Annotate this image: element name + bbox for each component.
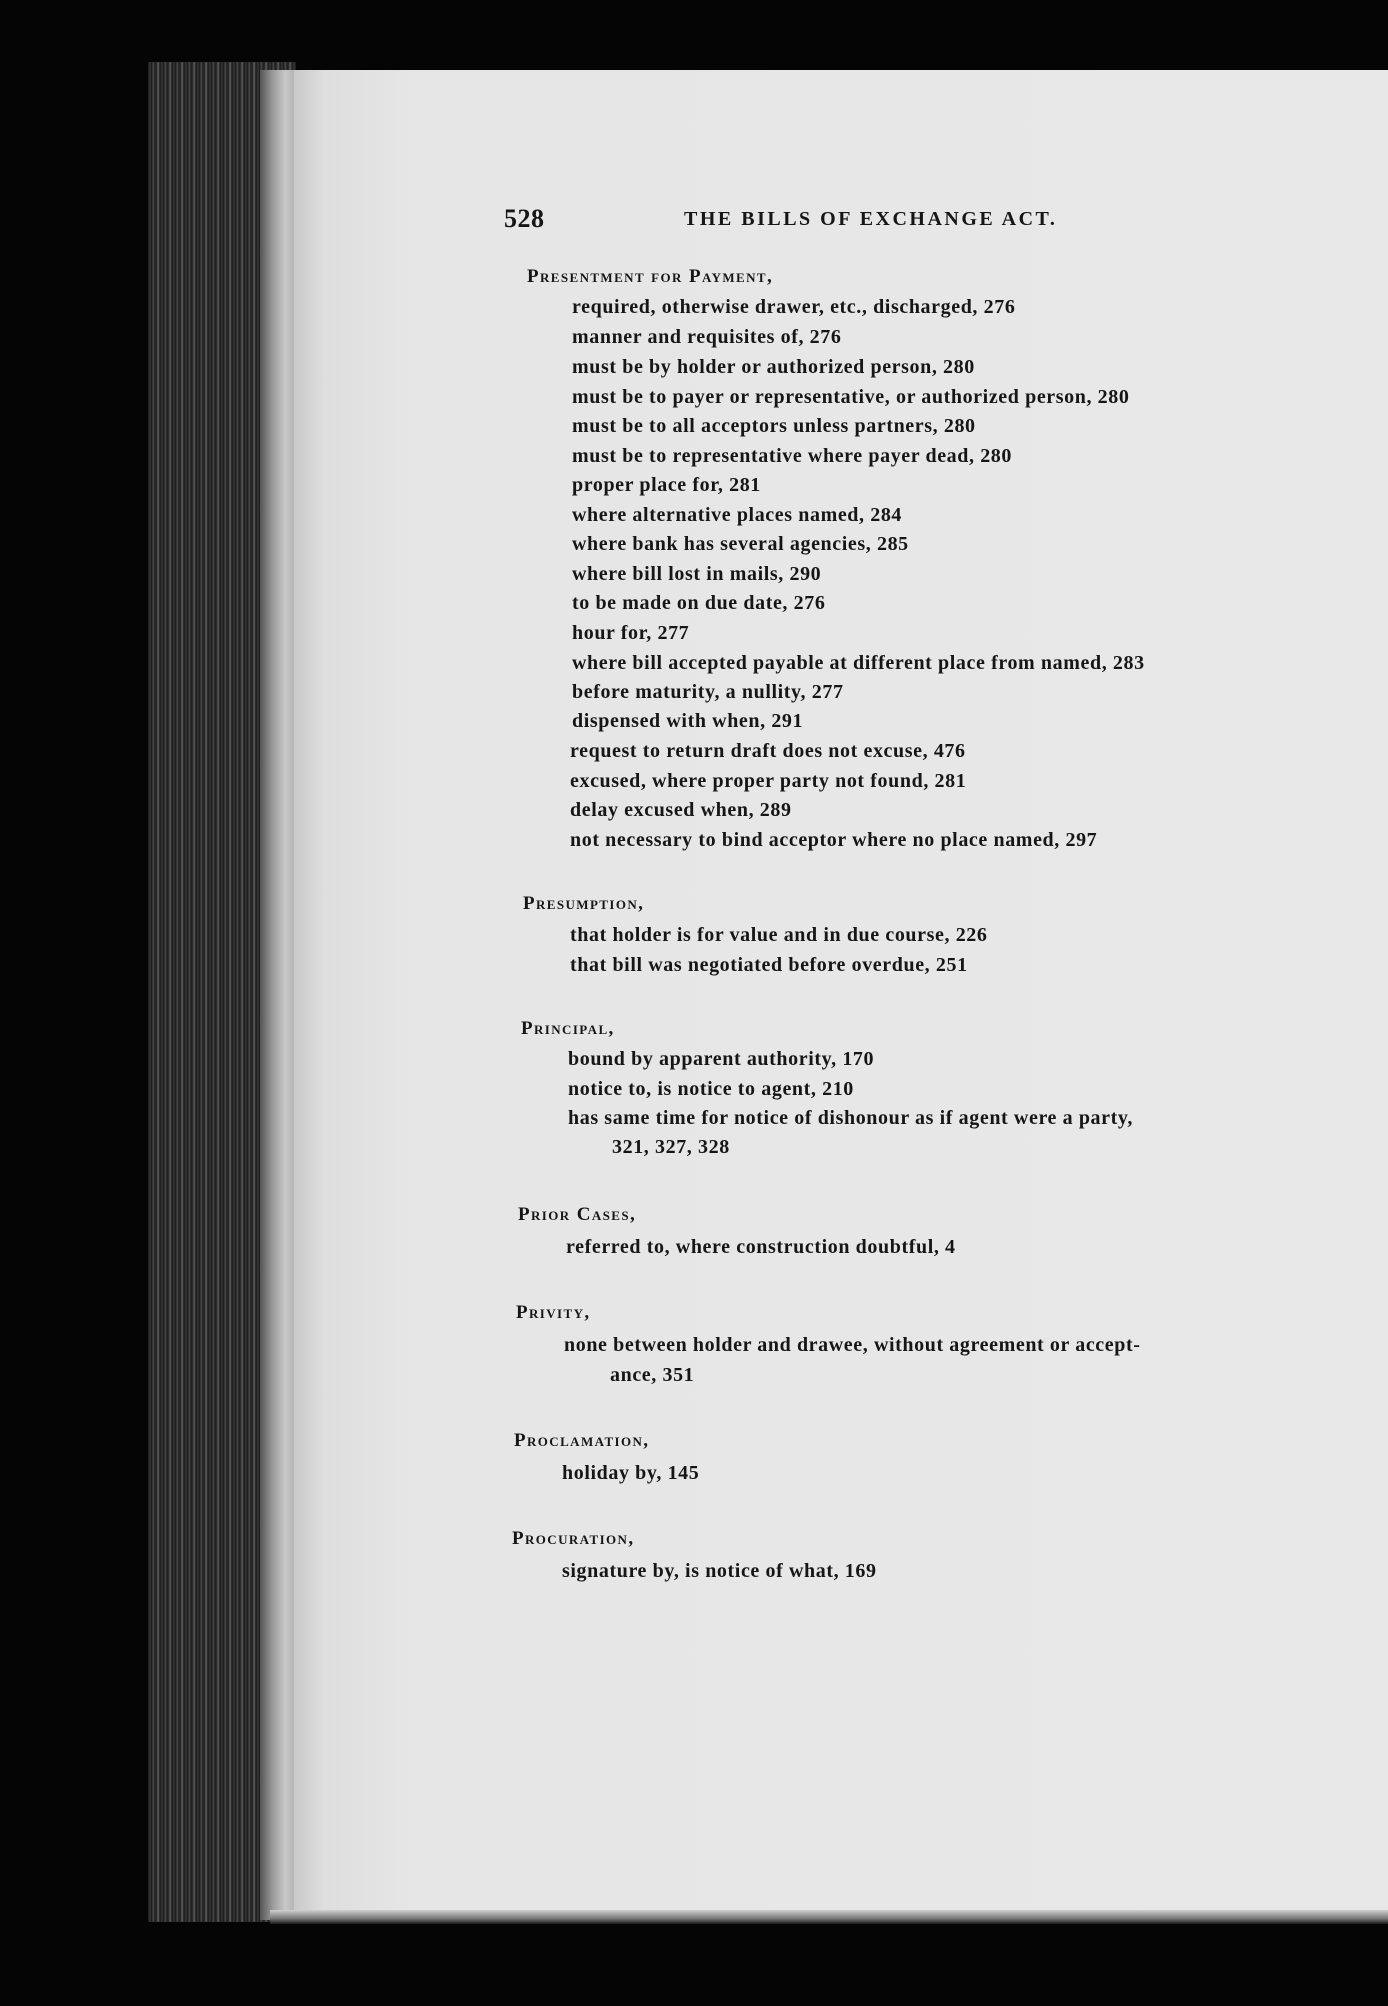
index-line: where alternative places named, 284	[572, 504, 903, 526]
index-heading-prior-cases: Prior Cases,	[518, 1204, 637, 1225]
index-line: excused, where proper party not found, 281	[570, 770, 967, 792]
index-line: before maturity, a nullity, 277	[572, 681, 844, 703]
index-line: where bank has several agencies, 285	[572, 533, 909, 555]
page-header	[504, 204, 1334, 244]
index-line: that holder is for value and in due course, 226	[570, 924, 988, 946]
index-line: notice to, is notice to agent, 210	[568, 1078, 854, 1100]
index-line: ance, 351	[610, 1364, 695, 1386]
index-line: holiday by, 145	[562, 1462, 700, 1484]
page-bottom-edge	[270, 1910, 1388, 1924]
index-line: hour for, 277	[572, 622, 690, 644]
index-heading-presumption: Presumption,	[523, 893, 645, 914]
index-line: referred to, where construction doubtful, 4	[566, 1236, 956, 1258]
index-line: manner and requisites of, 276	[572, 326, 842, 348]
index-heading-privity: Privity,	[516, 1302, 591, 1323]
index-heading-proclamation: Proclamation,	[514, 1430, 650, 1451]
index-line: not necessary to bind acceptor where no place named, 297	[570, 829, 1098, 851]
page-gutter	[260, 70, 296, 1920]
index-line: where bill accepted payable at different place from named, 283	[572, 652, 1145, 674]
index-line: must be to representative where payer dead, 280	[572, 445, 1013, 467]
page-number: 528	[504, 204, 545, 233]
index-heading-principal: Principal,	[521, 1018, 615, 1039]
index-line: request to return draft does not excuse, 476	[570, 740, 966, 762]
index-heading-procuration: Procuration,	[512, 1528, 635, 1549]
index-line: dispensed with when, 291	[572, 710, 804, 732]
index-line: has same time for notice of dishonour as if agent were a party,	[568, 1107, 1133, 1129]
index-line: 321, 327, 328	[612, 1136, 730, 1158]
index-line: none between holder and drawee, without agreement or accept-	[564, 1334, 1141, 1356]
running-title: THE BILLS OF EXCHANGE ACT.	[684, 208, 1058, 230]
index-line: proper place for, 281	[572, 474, 761, 496]
index-line: required, otherwise drawer, etc., discharged, 276	[572, 296, 1016, 318]
index-line: bound by apparent authority, 170	[568, 1048, 875, 1070]
page	[294, 70, 1388, 1920]
index-line: delay excused when, 289	[570, 799, 792, 821]
index-heading-presentment: Presentment for Payment,	[527, 266, 774, 287]
index-line: to be made on due date, 276	[572, 592, 826, 614]
index-line: that bill was negotiated before overdue, 251	[570, 954, 968, 976]
index-line: must be to all acceptors unless partners, 280	[572, 415, 976, 437]
index-line: must be to payer or representative, or authorized person, 280	[572, 386, 1130, 408]
index-line: must be by holder or authorized person, 280	[572, 356, 975, 378]
index-line: signature by, is notice of what, 169	[562, 1560, 877, 1582]
page-content	[294, 70, 1388, 1920]
index-line: where bill lost in mails, 290	[572, 563, 822, 585]
